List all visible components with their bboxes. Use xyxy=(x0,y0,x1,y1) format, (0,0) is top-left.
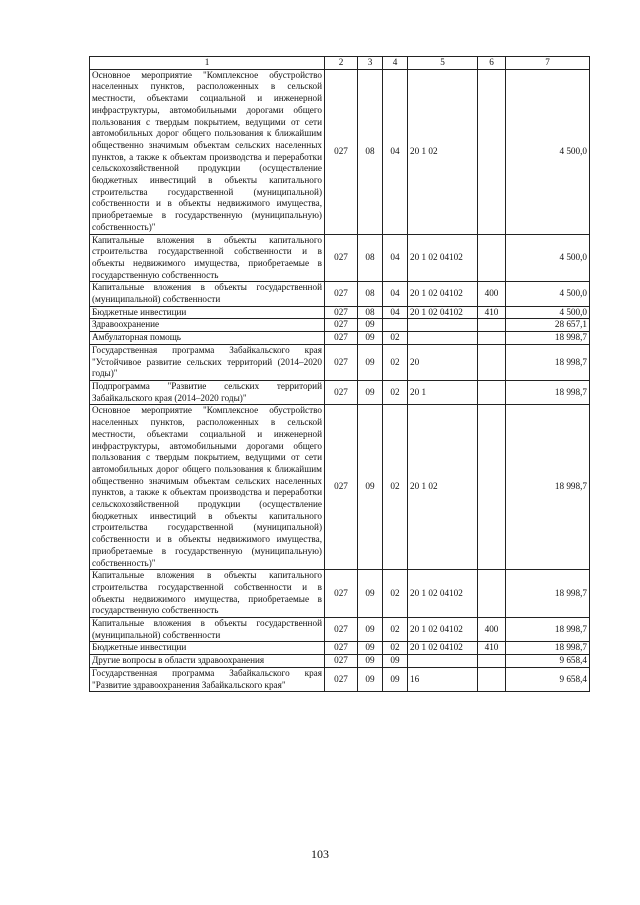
section-cell: 08 xyxy=(358,69,383,234)
subsection-cell: 04 xyxy=(383,69,408,234)
ministry-code-cell: 027 xyxy=(325,380,358,404)
row-name-cell: Бюджетные инвестиции xyxy=(90,642,325,655)
row-name-cell: Бюджетные инвестиции xyxy=(90,306,325,319)
row-name-cell: Основное мероприятие "Комплексное обустройство населенных пунктов, расположенных в сельской местности, объектами социальной и инженерной инфраструктуры, автомобильными дорогами общего пользования с твердым покрытием, ведущими от сети автомобильных дорог общего пользования к ближайшим общественно значимым объектам сельских населенных пунктов, а также к объектам производства и переработки сельскохозяйственной продукции (осуществление бюджетных инвестиций в объекты капитального строительства государственной (муниципальной) собственности и в объекты недвижимого имущества, приобретаемые в государственную (муниципальную) собственность)" xyxy=(90,405,325,570)
table-row xyxy=(90,282,590,306)
amount-cell: 28 657,1 xyxy=(506,319,590,332)
row-name-cell: Капитальные вложения в объекты государственной (муниципальной) собственности xyxy=(90,618,325,642)
table-row xyxy=(90,570,590,618)
ministry-code-cell: 027 xyxy=(325,570,358,618)
section-cell: 09 xyxy=(358,655,383,668)
table-row xyxy=(90,405,590,570)
ministry-code-cell: 027 xyxy=(325,344,358,380)
table-row xyxy=(90,332,590,345)
ministry-code-cell: 027 xyxy=(325,282,358,306)
subsection-cell: 04 xyxy=(383,234,408,282)
subsection-cell: 02 xyxy=(383,642,408,655)
table-row xyxy=(90,344,590,380)
table-row xyxy=(90,380,590,404)
target-article-cell: 20 1 02 04102 xyxy=(408,282,478,306)
section-cell: 09 xyxy=(358,642,383,655)
row-name-cell: Другие вопросы в области здравоохранения xyxy=(90,655,325,668)
subsection-cell: 02 xyxy=(383,618,408,642)
amount-cell: 4 500,0 xyxy=(506,69,590,234)
column-header-6: 6 xyxy=(478,57,506,70)
section-cell: 09 xyxy=(358,319,383,332)
table-row xyxy=(90,655,590,668)
ministry-code-cell: 027 xyxy=(325,405,358,570)
section-cell: 09 xyxy=(358,344,383,380)
expense-type-cell xyxy=(478,319,506,332)
row-name-cell: Капитальные вложения в объекты государственной (муниципальной) собственности xyxy=(90,282,325,306)
ministry-code-cell: 027 xyxy=(325,667,358,691)
section-cell: 08 xyxy=(358,306,383,319)
page-number: 103 xyxy=(311,847,329,861)
subsection-cell: 02 xyxy=(383,380,408,404)
expense-type-cell: 410 xyxy=(478,306,506,319)
table-row xyxy=(90,69,590,234)
target-article-cell: 16 xyxy=(408,667,478,691)
subsection-cell: 04 xyxy=(383,282,408,306)
expense-type-cell xyxy=(478,655,506,668)
subsection-cell: 02 xyxy=(383,332,408,345)
amount-cell: 18 998,7 xyxy=(506,570,590,618)
amount-cell: 18 998,7 xyxy=(506,332,590,345)
ministry-code-cell: 027 xyxy=(325,618,358,642)
subsection-cell xyxy=(383,319,408,332)
ministry-code-cell: 027 xyxy=(325,642,358,655)
column-header-3: 3 xyxy=(358,57,383,70)
target-article-cell: 20 1 xyxy=(408,380,478,404)
target-article-cell: 20 1 02 04102 xyxy=(408,234,478,282)
table-row xyxy=(90,667,590,691)
target-article-cell xyxy=(408,655,478,668)
column-header-1: 1 xyxy=(90,57,325,70)
amount-cell: 4 500,0 xyxy=(506,234,590,282)
amount-cell: 4 500,0 xyxy=(506,282,590,306)
expense-type-cell: 400 xyxy=(478,618,506,642)
table-row xyxy=(90,618,590,642)
ministry-code-cell: 027 xyxy=(325,69,358,234)
ministry-code-cell: 027 xyxy=(325,234,358,282)
column-header-2: 2 xyxy=(325,57,358,70)
expense-type-cell xyxy=(478,380,506,404)
amount-cell: 9 658,4 xyxy=(506,667,590,691)
subsection-cell: 02 xyxy=(383,344,408,380)
target-article-cell: 20 1 02 04102 xyxy=(408,306,478,319)
target-article-cell: 20 1 02 xyxy=(408,405,478,570)
ministry-code-cell: 027 xyxy=(325,655,358,668)
target-article-cell: 20 1 02 04102 xyxy=(408,570,478,618)
row-name-cell: Здравоохранение xyxy=(90,319,325,332)
row-name-cell: Подпрограмма "Развитие сельских территорий Забайкальского края (2014–2020 годы)" xyxy=(90,380,325,404)
target-article-cell: 20 xyxy=(408,344,478,380)
subsection-cell: 09 xyxy=(383,655,408,668)
section-cell: 09 xyxy=(358,332,383,345)
amount-cell: 18 998,7 xyxy=(506,405,590,570)
expense-type-cell xyxy=(478,69,506,234)
row-name-cell: Капитальные вложения в объекты капитального строительства государственной собственности и в объекты недвижимого имущества, приобретаемые в государственную собственность xyxy=(90,234,325,282)
section-cell: 09 xyxy=(358,405,383,570)
header-row xyxy=(90,57,590,70)
subsection-cell: 09 xyxy=(383,667,408,691)
budget-table xyxy=(89,56,590,692)
target-article-cell xyxy=(408,319,478,332)
section-cell: 08 xyxy=(358,234,383,282)
amount-cell: 18 998,7 xyxy=(506,344,590,380)
target-article-cell: 20 1 02 04102 xyxy=(408,618,478,642)
target-article-cell: 20 1 02 04102 xyxy=(408,642,478,655)
row-name-cell: Государственная программа Забайкальского края "Развитие здравоохранения Забайкальского края" xyxy=(90,667,325,691)
table-row xyxy=(90,306,590,319)
target-article-cell xyxy=(408,332,478,345)
row-name-cell: Основное мероприятие "Комплексное обустройство населенных пунктов, расположенных в сельской местности, объектами социальной и инженерной инфраструктуры, автомобильными дорогами общего пользования с твердым покрытием, ведущими от сети автомобильных дорог общего пользования к ближайшим общественно значимым объектам сельских населенных пунктов, а также к объектам производства и переработки сельскохозяйственной продукции (осуществление бюджетных инвестиций в объекты капитального строительства государственной (муниципальной) собственности и в объекты недвижимого имущества, приобретаемые в государственную (муниципальную) собственность)" xyxy=(90,69,325,234)
target-article-cell: 20 1 02 xyxy=(408,69,478,234)
table-row xyxy=(90,319,590,332)
expense-type-cell: 400 xyxy=(478,282,506,306)
section-cell: 09 xyxy=(358,380,383,404)
table-row xyxy=(90,234,590,282)
section-cell: 09 xyxy=(358,618,383,642)
expense-type-cell xyxy=(478,570,506,618)
section-cell: 08 xyxy=(358,282,383,306)
amount-cell: 4 500,0 xyxy=(506,306,590,319)
subsection-cell: 02 xyxy=(383,570,408,618)
expense-type-cell xyxy=(478,405,506,570)
row-name-cell: Государственная программа Забайкальского края "Устойчивое развитие сельских территорий (2014–2020 годы)" xyxy=(90,344,325,380)
column-header-4: 4 xyxy=(383,57,408,70)
amount-cell: 18 998,7 xyxy=(506,642,590,655)
ministry-code-cell: 027 xyxy=(325,306,358,319)
section-cell: 09 xyxy=(358,667,383,691)
table-body xyxy=(90,69,590,692)
column-header-7: 7 xyxy=(506,57,590,70)
expense-type-cell: 410 xyxy=(478,642,506,655)
row-name-cell: Капитальные вложения в объекты капитального строительства государственной собственности и в объекты недвижимого имущества, приобретаемые в государственную собственность xyxy=(90,570,325,618)
section-cell: 09 xyxy=(358,570,383,618)
expense-type-cell xyxy=(478,667,506,691)
ministry-code-cell: 027 xyxy=(325,319,358,332)
column-header-5: 5 xyxy=(408,57,478,70)
amount-cell: 9 658,4 xyxy=(506,655,590,668)
amount-cell: 18 998,7 xyxy=(506,618,590,642)
ministry-code-cell: 027 xyxy=(325,332,358,345)
subsection-cell: 02 xyxy=(383,405,408,570)
table-row xyxy=(90,642,590,655)
row-name-cell: Амбулаторная помощь xyxy=(90,332,325,345)
subsection-cell: 04 xyxy=(383,306,408,319)
expense-type-cell xyxy=(478,344,506,380)
expense-type-cell xyxy=(478,332,506,345)
expense-type-cell xyxy=(478,234,506,282)
amount-cell: 18 998,7 xyxy=(506,380,590,404)
